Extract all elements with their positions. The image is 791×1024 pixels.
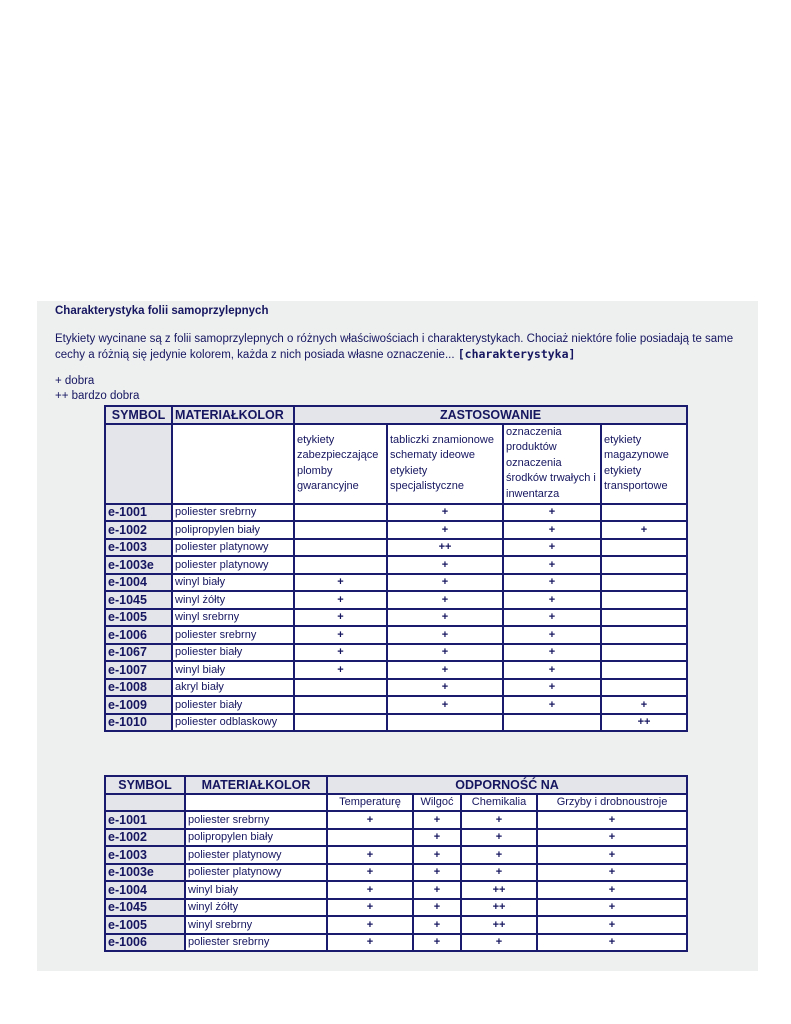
table-row xyxy=(105,916,687,934)
rating-cell: + xyxy=(387,556,503,574)
row-symbol: e-1006 xyxy=(105,626,172,644)
rating-cell xyxy=(601,626,687,644)
rating-cell xyxy=(601,679,687,697)
rating-cell: + xyxy=(537,864,687,882)
row-symbol: e-1045 xyxy=(105,591,172,609)
subheader-warehouse: etykiety magazynowe etykiety transportowe xyxy=(601,424,687,504)
table-row xyxy=(105,829,687,847)
row-symbol: e-1003 xyxy=(105,846,185,864)
rating-cell: + xyxy=(413,934,461,952)
rating-cell: + xyxy=(461,864,537,882)
rating-cell: + xyxy=(387,679,503,697)
table-row xyxy=(105,934,687,952)
material-header: MATERIAŁKOLOR xyxy=(185,776,327,794)
row-material: winyl żółty xyxy=(172,591,294,609)
charakterystyka-link[interactable]: [charakterystyka] xyxy=(457,347,576,361)
rating-cell xyxy=(601,591,687,609)
rating-cell: + xyxy=(294,626,387,644)
rating-cell: + xyxy=(461,811,537,829)
rating-cell: + xyxy=(537,846,687,864)
row-symbol: e-1010 xyxy=(105,714,172,732)
symbol-header: SYMBOL xyxy=(105,406,172,424)
row-symbol: e-1007 xyxy=(105,661,172,679)
table-row xyxy=(105,609,687,627)
rating-cell: + xyxy=(294,644,387,662)
row-material: polipropylen biały xyxy=(172,521,294,539)
subheader-temperature: Temperaturę xyxy=(327,794,413,812)
row-material: poliester platynowy xyxy=(172,556,294,574)
rating-cell: + xyxy=(537,899,687,917)
rating-cell xyxy=(601,556,687,574)
rating-cell: + xyxy=(294,574,387,592)
rating-cell: + xyxy=(537,829,687,847)
rating-cell: + xyxy=(294,661,387,679)
rating-cell: + xyxy=(327,916,413,934)
odpornosc-header: ODPORNOŚĆ NA xyxy=(327,776,687,794)
rating-cell: ++ xyxy=(387,539,503,557)
table-row xyxy=(105,881,687,899)
rating-cell: + xyxy=(387,661,503,679)
row-material: poliester srebrny xyxy=(172,626,294,644)
row-symbol: e-1005 xyxy=(105,609,172,627)
row-material: poliester platynowy xyxy=(185,864,327,882)
rating-cell: + xyxy=(413,899,461,917)
rating-cell: + xyxy=(503,609,601,627)
rating-cell: ++ xyxy=(461,899,537,917)
rating-cell: + xyxy=(503,539,601,557)
row-symbol: e-1003 xyxy=(105,539,172,557)
row-symbol: e-1004 xyxy=(105,574,172,592)
blank-cell xyxy=(105,794,185,812)
resistance-table xyxy=(104,775,688,952)
rating-cell xyxy=(601,504,687,522)
rating-cell: + xyxy=(387,574,503,592)
rating-cell: + xyxy=(387,504,503,522)
subheader-chemicals: Chemikalia xyxy=(461,794,537,812)
row-symbol: e-1001 xyxy=(105,811,185,829)
row-symbol: e-1003e xyxy=(105,864,185,882)
rating-cell: + xyxy=(413,811,461,829)
row-material: poliester srebrny xyxy=(172,504,294,522)
rating-cell: + xyxy=(327,881,413,899)
rating-cell: + xyxy=(461,829,537,847)
rating-cell: + xyxy=(387,609,503,627)
rating-cell xyxy=(294,679,387,697)
rating-cell: + xyxy=(413,829,461,847)
row-material: winyl biały xyxy=(172,661,294,679)
rating-cell: + xyxy=(294,609,387,627)
table-row xyxy=(105,864,687,882)
intro-text: Etykiety wycinane są z folii samoprzylepnych o różnych właściwościach i charakterystykach. Chociaż niektóre folie posiadają te same cechy a różnią się jedynie kolorem, każda z nich posiada własne oznaczenie... xyxy=(55,333,734,361)
row-material: winyl srebrny xyxy=(185,916,327,934)
rating-cell: + xyxy=(387,626,503,644)
table-row xyxy=(105,899,687,917)
legend-good: + dobra xyxy=(55,375,95,387)
rating-cell: + xyxy=(503,504,601,522)
rating-cell: + xyxy=(413,916,461,934)
row-material: winyl srebrny xyxy=(172,609,294,627)
table-row xyxy=(105,696,687,714)
rating-cell: + xyxy=(503,644,601,662)
rating-cell: + xyxy=(327,846,413,864)
rating-cell: + xyxy=(503,591,601,609)
row-symbol: e-1002 xyxy=(105,521,172,539)
row-material: winyl żółty xyxy=(185,899,327,917)
table-row xyxy=(105,679,687,697)
table-row xyxy=(105,504,687,522)
row-material: winyl biały xyxy=(185,881,327,899)
rating-cell: + xyxy=(503,574,601,592)
rating-cell: + xyxy=(327,864,413,882)
rating-cell: + xyxy=(387,591,503,609)
table-row xyxy=(105,811,687,829)
row-symbol: e-1045 xyxy=(105,899,185,917)
table-row xyxy=(105,574,687,592)
rating-cell xyxy=(327,829,413,847)
row-symbol: e-1008 xyxy=(105,679,172,697)
table-row xyxy=(105,846,687,864)
rating-cell xyxy=(601,609,687,627)
rating-cell: + xyxy=(387,644,503,662)
rating-cell: + xyxy=(601,696,687,714)
rating-cell xyxy=(294,521,387,539)
row-symbol: e-1006 xyxy=(105,934,185,952)
subheader-moisture: Wilgoć xyxy=(413,794,461,812)
rating-cell xyxy=(294,539,387,557)
rating-cell: ++ xyxy=(461,881,537,899)
row-symbol: e-1004 xyxy=(105,881,185,899)
blank-cell xyxy=(172,424,294,504)
rating-cell: + xyxy=(601,521,687,539)
symbol-header: SYMBOL xyxy=(105,776,185,794)
rating-cell: + xyxy=(327,899,413,917)
rating-cell xyxy=(503,714,601,732)
blank-cell xyxy=(185,794,327,812)
rating-cell: + xyxy=(503,696,601,714)
rating-cell: + xyxy=(461,934,537,952)
rating-cell: + xyxy=(387,521,503,539)
rating-cell xyxy=(294,556,387,574)
rating-cell xyxy=(601,644,687,662)
rating-cell: + xyxy=(503,556,601,574)
rating-cell xyxy=(294,696,387,714)
blank-cell xyxy=(105,424,172,504)
rating-cell: + xyxy=(327,934,413,952)
rating-cell: + xyxy=(294,591,387,609)
row-symbol: e-1005 xyxy=(105,916,185,934)
rating-cell xyxy=(294,714,387,732)
row-symbol: e-1067 xyxy=(105,644,172,662)
subheader-fungi: Grzyby i drobnoustroje xyxy=(537,794,687,812)
rating-cell xyxy=(387,714,503,732)
subheader-nameplates: tabliczki znamionowe schematy ideowe etykiety specjalistyczne xyxy=(387,424,503,504)
rating-cell: + xyxy=(387,696,503,714)
rating-cell: + xyxy=(413,881,461,899)
row-material: poliester biały xyxy=(172,644,294,662)
rating-cell: + xyxy=(461,846,537,864)
row-symbol: e-1001 xyxy=(105,504,172,522)
row-material: poliester srebrny xyxy=(185,811,327,829)
row-material: polipropylen biały xyxy=(185,829,327,847)
rating-cell: + xyxy=(413,864,461,882)
row-material: poliester biały xyxy=(172,696,294,714)
table-row xyxy=(105,644,687,662)
rating-cell: ++ xyxy=(601,714,687,732)
rating-cell xyxy=(601,574,687,592)
rating-cell: + xyxy=(537,881,687,899)
zastosowanie-header: ZASTOSOWANIE xyxy=(294,406,687,424)
rating-cell: + xyxy=(503,661,601,679)
row-symbol: e-1002 xyxy=(105,829,185,847)
rating-cell xyxy=(601,661,687,679)
application-table xyxy=(104,405,688,732)
row-symbol: e-1009 xyxy=(105,696,172,714)
intro-paragraph xyxy=(55,332,735,363)
row-symbol: e-1003e xyxy=(105,556,172,574)
table-row xyxy=(105,626,687,644)
table-row xyxy=(105,591,687,609)
material-header: MATERIAŁKOLOR xyxy=(172,406,294,424)
rating-cell: + xyxy=(413,846,461,864)
rating-cell: + xyxy=(537,916,687,934)
rating-cell: + xyxy=(537,934,687,952)
row-material: poliester platynowy xyxy=(172,539,294,557)
rating-cell: + xyxy=(537,811,687,829)
rating-cell: + xyxy=(503,679,601,697)
row-material: akryl biały xyxy=(172,679,294,697)
rating-cell: + xyxy=(503,626,601,644)
rating-cell: + xyxy=(503,521,601,539)
rating-cell xyxy=(601,539,687,557)
rating-cell xyxy=(294,504,387,522)
row-material: winyl biały xyxy=(172,574,294,592)
table-row xyxy=(105,521,687,539)
row-material: poliester srebrny xyxy=(185,934,327,952)
page-title: Charakterystyka folii samoprzylepnych xyxy=(55,305,269,317)
table-row xyxy=(105,714,687,732)
table-row xyxy=(105,661,687,679)
table-row xyxy=(105,556,687,574)
rating-cell: ++ xyxy=(461,916,537,934)
legend-very-good: ++ bardzo dobra xyxy=(55,390,140,402)
rating-cell: + xyxy=(327,811,413,829)
row-material: poliester odblaskowy xyxy=(172,714,294,732)
table-row xyxy=(105,539,687,557)
subheader-marking: oznaczenia produktów oznaczenia środków trwałych i inwentarza xyxy=(503,424,601,504)
subheader-security: etykiety zabezpieczające plomby gwarancyjne xyxy=(294,424,387,504)
row-material: poliester platynowy xyxy=(185,846,327,864)
